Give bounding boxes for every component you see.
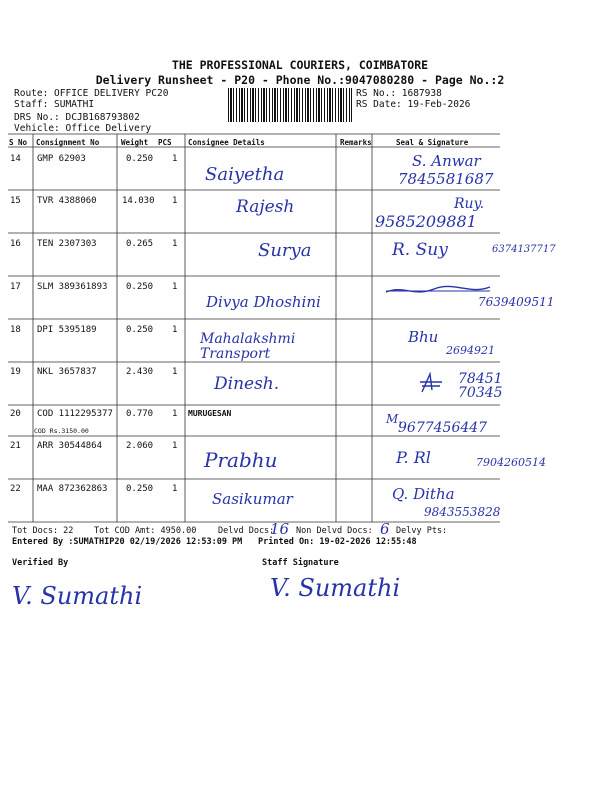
staff-signature-label: Staff Signature bbox=[262, 558, 339, 568]
drs-number: DRS No.: DCJB168793802 bbox=[14, 112, 140, 123]
row-handwritten-phone: 6374137717 bbox=[492, 244, 556, 255]
total-cod-amount: Tot COD Amt: 4950.00 bbox=[94, 526, 197, 536]
row-handwritten-phone: 9677456447 bbox=[398, 420, 488, 436]
rs-date: RS Date: 19-Feb-2026 bbox=[356, 99, 471, 110]
row-weight: 0.250 bbox=[126, 484, 154, 494]
row-handwritten-name: Mahalakshmi Transport bbox=[200, 331, 296, 362]
col-header-pcs: PCS bbox=[158, 138, 172, 147]
row-consignment-no: COD 1112295377 bbox=[37, 409, 113, 419]
row-pcs: 1 bbox=[172, 325, 178, 335]
row-pcs: 1 bbox=[172, 409, 178, 419]
runsheet-subtitle: Delivery Runsheet - P20 - Phone No.:9047080280 - Page No.:2 bbox=[95, 73, 505, 87]
row-handwritten-name: Prabhu bbox=[204, 448, 278, 472]
row-consignment-no: GMP 62903 bbox=[37, 154, 86, 164]
row-handwritten-signature: M. bbox=[386, 412, 403, 426]
vehicle-label: Vehicle: Office Delivery bbox=[14, 123, 152, 134]
row-pcs: 1 bbox=[172, 239, 178, 249]
row-consignment-no: ARR 30544864 bbox=[37, 441, 103, 451]
non-delivered-docs-label: Non Delvd Docs: bbox=[296, 526, 373, 536]
row-consignment-no: TVR 4388060 bbox=[37, 196, 97, 206]
row-sno: 15 bbox=[10, 196, 21, 206]
col-header-consignee: Consignee Details bbox=[188, 138, 265, 147]
col-header-sno: S No bbox=[9, 138, 28, 147]
row-sno: 22 bbox=[10, 484, 21, 494]
row-handwritten-signature: Ruy. bbox=[454, 196, 485, 212]
company-name: THE PROFESSIONAL COURIERS, COIMBATORE bbox=[171, 58, 429, 72]
delivery-points-label: Delvy Pts: bbox=[396, 526, 448, 536]
row-sno: 16 bbox=[10, 239, 21, 249]
delivered-docs-label: Delvd Docs: bbox=[218, 526, 275, 536]
row-handwritten-phone: 2694921 bbox=[446, 344, 495, 357]
row-handwritten-name: Sasikumar bbox=[212, 490, 293, 508]
row-sno: 19 bbox=[10, 367, 21, 377]
scribbled-signature bbox=[418, 372, 444, 396]
row-pcs: 1 bbox=[172, 154, 178, 164]
row-cod-amount: COD Rs.3150.00 bbox=[34, 427, 89, 435]
verified-signature: V. Sumathi bbox=[12, 582, 143, 610]
route-label: Route: OFFICE DELIVERY PC20 bbox=[14, 88, 169, 99]
row-sno: 20 bbox=[10, 409, 21, 419]
row-weight: 0.770 bbox=[126, 409, 154, 419]
row-weight: 2.430 bbox=[126, 367, 154, 377]
row-handwritten-signature: Q. Ditha bbox=[392, 485, 455, 503]
row-pcs: 1 bbox=[172, 282, 178, 292]
row-handwritten-phone: 9585209881 bbox=[375, 212, 477, 231]
delivered-docs-count: 16 bbox=[270, 520, 290, 538]
row-consignment-no: DPI 5395189 bbox=[37, 325, 97, 335]
row-sno: 17 bbox=[10, 282, 21, 292]
row-handwritten-name: Divya Dhoshini bbox=[206, 293, 321, 311]
row-weight: 14.030 bbox=[122, 196, 155, 206]
row-handwritten-phone: 7639409511 bbox=[478, 295, 555, 309]
row-pcs: 1 bbox=[172, 484, 178, 494]
row-handwritten-signature: S. Anwar bbox=[412, 152, 481, 170]
row-consignment-no: SLM 389361893 bbox=[37, 282, 108, 292]
row-pcs: 1 bbox=[172, 196, 178, 206]
printed-on: Printed On: 19-02-2026 12:55:48 bbox=[258, 537, 417, 547]
row-weight: 2.060 bbox=[126, 441, 154, 451]
row-handwritten-phone: 78451 70345 bbox=[458, 371, 503, 401]
row-pcs: 1 bbox=[172, 367, 178, 377]
row-handwritten-phone: 7845581687 bbox=[398, 170, 494, 188]
non-delivered-docs-count: 6 bbox=[380, 520, 390, 538]
row-weight: 0.250 bbox=[126, 325, 154, 335]
row-handwritten-signature: P. Rl bbox=[396, 448, 431, 467]
col-header-remarks: Remarks bbox=[340, 138, 372, 147]
row-consignee-name: MURUGESAN bbox=[188, 409, 232, 418]
row-handwritten-signature: R. Suy bbox=[392, 240, 448, 260]
row-handwritten-signature: Bhu bbox=[408, 328, 439, 346]
row-consignment-no: MAA 872362863 bbox=[37, 484, 108, 494]
col-header-weight: Weight bbox=[121, 138, 149, 147]
total-docs: Tot Docs: 22 bbox=[12, 526, 74, 536]
row-sno: 21 bbox=[10, 441, 21, 451]
row-pcs: 1 bbox=[172, 441, 178, 451]
row-sno: 14 bbox=[10, 154, 21, 164]
col-header-seal-signature: Seal & Signature bbox=[396, 138, 469, 147]
row-sno: 18 bbox=[10, 325, 21, 335]
entered-by: Entered By :SUMATHIP20 02/19/2026 12:53:09 PM bbox=[12, 537, 243, 547]
row-handwritten-name: Dinesh. bbox=[214, 374, 280, 394]
row-handwritten-name: Rajesh bbox=[236, 197, 295, 217]
row-consignment-no: TEN 2307303 bbox=[37, 239, 97, 249]
row-handwritten-name: Saiyetha bbox=[205, 164, 285, 185]
row-weight: 0.250 bbox=[126, 282, 154, 292]
row-handwritten-phone: 7904260514 bbox=[476, 456, 546, 469]
row-handwritten-name: Surya bbox=[258, 240, 312, 261]
staff-signature: V. Sumathi bbox=[270, 574, 401, 602]
row-weight: 0.265 bbox=[126, 239, 154, 249]
row-weight: 0.250 bbox=[126, 154, 154, 164]
col-header-consignment: Consignment No bbox=[36, 138, 100, 147]
rs-number: RS No.: 1687938 bbox=[356, 88, 442, 99]
row-handwritten-phone: 9843553828 bbox=[424, 505, 501, 519]
row-consignment-no: NKL 3657837 bbox=[37, 367, 97, 377]
verified-by-label: Verified By bbox=[12, 558, 69, 568]
staff-label: Staff: SUMATHI bbox=[14, 99, 95, 110]
